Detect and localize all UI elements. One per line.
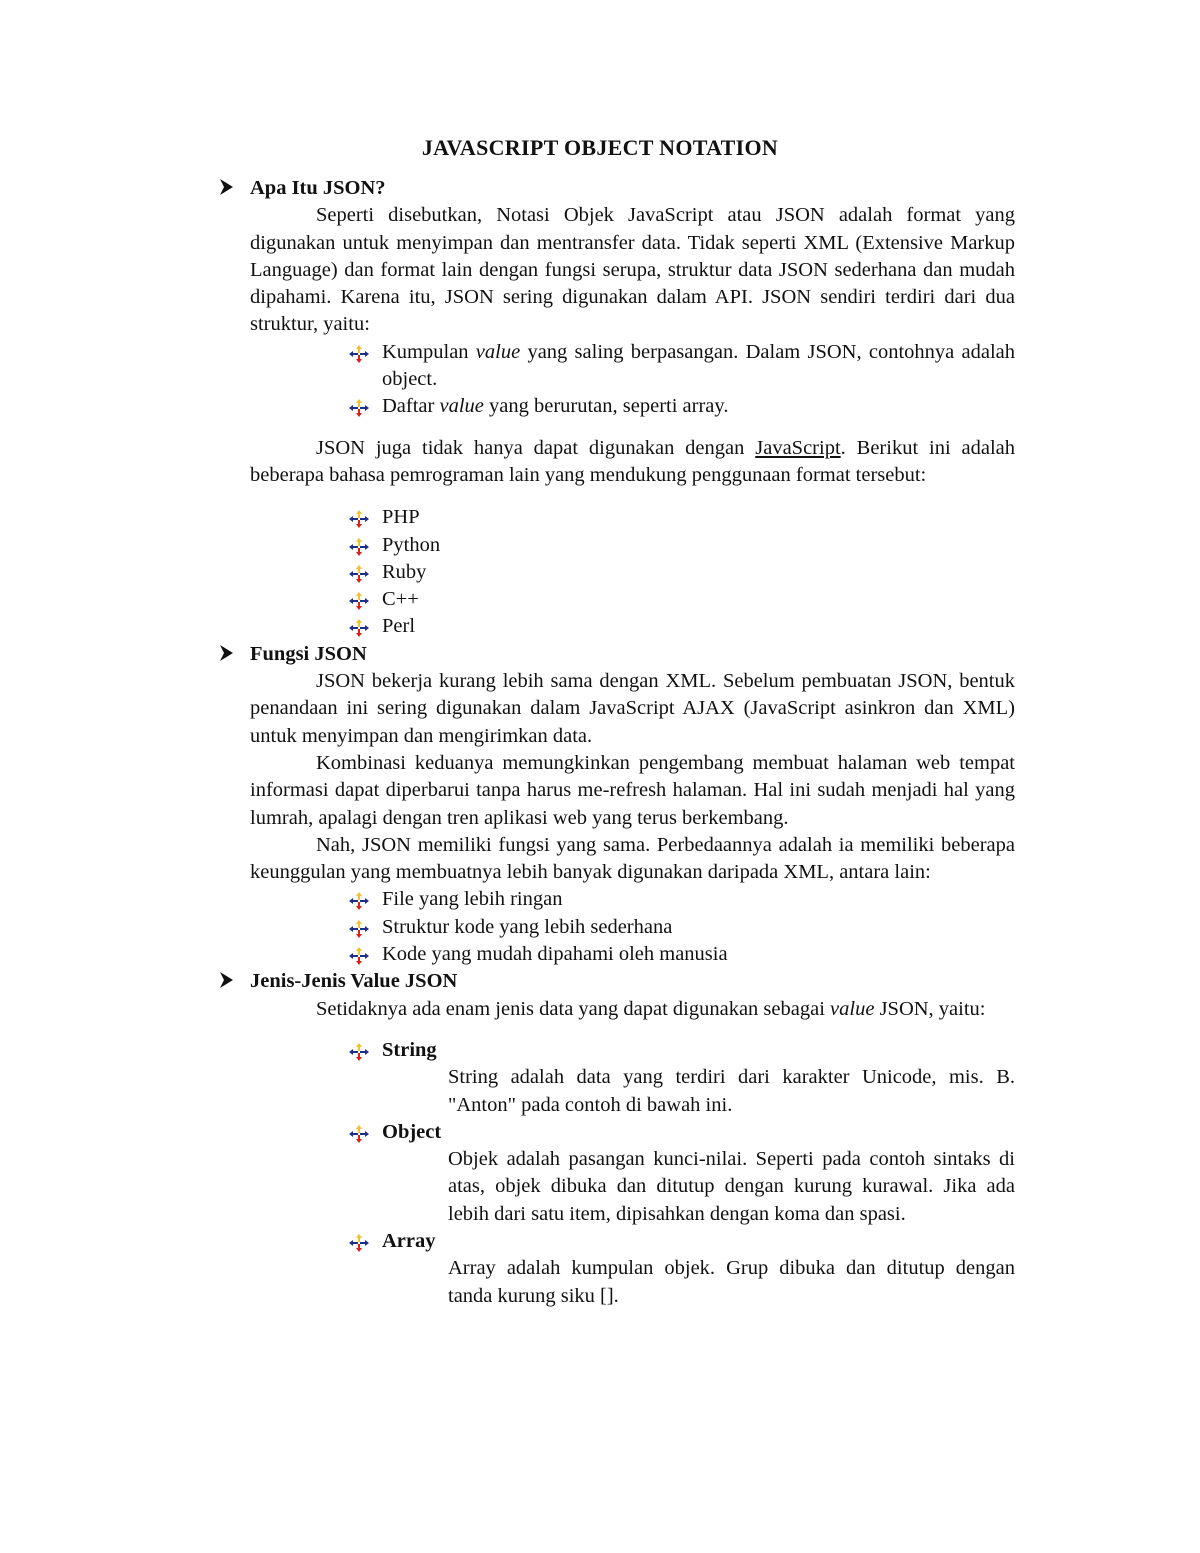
list-item: File yang lebih ringan	[382, 886, 1015, 913]
structure-list	[218, 339, 1015, 421]
document-title: JAVASCRIPT OBJECT NOTATION	[421, 135, 779, 160]
section-heading-apa-itu-json	[218, 175, 1015, 202]
list-item: Struktur kode yang lebih sederhana	[382, 914, 1015, 941]
four-way-arrow-bullet-icon	[349, 919, 369, 937]
value-type-description: Array adalah kumpulan objek. Grup dibuka dan ditutup dengan tanda kurung siku [].	[448, 1257, 1015, 1307]
paragraph: Setidaknya ada enam jenis data yang dapat digunakan sebagai value JSON, yaitu:	[316, 997, 986, 1020]
list-item: Kode yang mudah dipahami oleh manusia	[382, 941, 1015, 968]
arrowhead-bullet-icon	[218, 968, 242, 996]
language-list	[218, 504, 1015, 640]
javascript-link[interactable]: JavaScript	[755, 436, 841, 459]
paragraph: Kombinasi keduanya memungkinkan pengembang membuat halaman web tempat informasi dapat diperbarui tanpa harus me-refresh halaman. Hal ini sudah menjadi hal yang lumrah, apalagi dengan tren aplikasi web yang terus berkembang.	[250, 751, 1015, 829]
list-item: Kumpulan value yang saling berpasangan. Dalam JSON, contohnya adalah object.	[382, 339, 1015, 394]
four-way-arrow-bullet-icon	[349, 591, 369, 609]
value-type-item	[382, 1037, 1015, 1119]
list-item: PHP	[382, 504, 1015, 531]
four-way-arrow-bullet-icon	[349, 398, 369, 416]
paragraph: JSON bekerja kurang lebih sama dengan XML. Sebelum pembuatan JSON, bentuk penandaan ini sering digunakan dalam JavaScript AJAX (JavaScript asinkron dan XML) untuk menyimpan dan mengirimkan data.	[250, 670, 1015, 747]
four-way-arrow-bullet-icon	[349, 1042, 369, 1060]
section-heading-text: Fungsi JSON	[250, 642, 367, 665]
list-item: Daftar value yang berurutan, seperti array.	[382, 393, 1015, 420]
list-item: C++	[382, 586, 1015, 613]
section-heading-text: Apa Itu JSON?	[250, 177, 386, 199]
advantage-list	[218, 886, 1015, 968]
value-type-name: Array	[382, 1229, 436, 1252]
value-type-description: String adalah data yang terdiri dari karakter Unicode, mis. B. "Anton" pada contoh di bawah ini.	[448, 1066, 1015, 1116]
value-type-name: String	[382, 1038, 437, 1061]
arrowhead-bullet-icon	[218, 641, 242, 669]
section-heading-jenis-value-json	[218, 968, 1015, 995]
list-item: Ruby	[382, 559, 1015, 586]
four-way-arrow-bullet-icon	[349, 564, 369, 582]
paragraph: Seperti disebutkan, Notasi Objek JavaScript atau JSON adalah format yang digunakan untuk menyimpan dan mentransfer data. Tidak seperti XML (Extensive Markup Language) dan format lain dengan fungsi serupa, struktur data JSON sederhana dan mudah dipahami. Karena itu, JSON sering digunakan dalam API. JSON sendiri terdiri dari dua struktur, yaitu:	[250, 204, 1015, 336]
paragraph: Nah, JSON memiliki fungsi yang sama. Perbedaannya adalah ia memiliki beberapa keunggulan yang membuatnya lebih banyak digunakan daripada XML, antara lain:	[250, 833, 1015, 884]
four-way-arrow-bullet-icon	[349, 618, 369, 636]
four-way-arrow-bullet-icon	[349, 537, 369, 555]
value-type-item	[382, 1119, 1015, 1228]
four-way-arrow-bullet-icon	[349, 509, 369, 527]
paragraph: JSON juga tidak hanya dapat digunakan dengan JavaScript. Berikut ini adalah beberapa bahasa pemrograman lain yang mendukung penggunaan format tersebut:	[250, 436, 1015, 486]
four-way-arrow-bullet-icon	[349, 1124, 369, 1142]
arrowhead-bullet-icon	[218, 175, 242, 203]
section-heading-text: Jenis-Jenis Value JSON	[250, 970, 458, 993]
four-way-arrow-bullet-icon	[349, 946, 369, 964]
list-item: Perl	[382, 613, 1015, 640]
value-type-name: Object	[382, 1120, 442, 1143]
four-way-arrow-bullet-icon	[349, 344, 369, 362]
section-heading-fungsi-json	[218, 641, 1015, 668]
value-type-list	[218, 1037, 1015, 1310]
four-way-arrow-bullet-icon	[349, 891, 369, 909]
value-type-description: Objek adalah pasangan kunci-nilai. Seperti pada contoh sintaks di atas, objek dibuka dan ditutup dengan kurung kurawal. Jika ada lebih dari satu item, dipisahkan dengan koma dan spasi.	[448, 1148, 1015, 1225]
list-item: Python	[382, 532, 1015, 559]
value-type-item	[382, 1228, 1015, 1310]
four-way-arrow-bullet-icon	[349, 1233, 369, 1251]
document-body	[218, 175, 1015, 1310]
